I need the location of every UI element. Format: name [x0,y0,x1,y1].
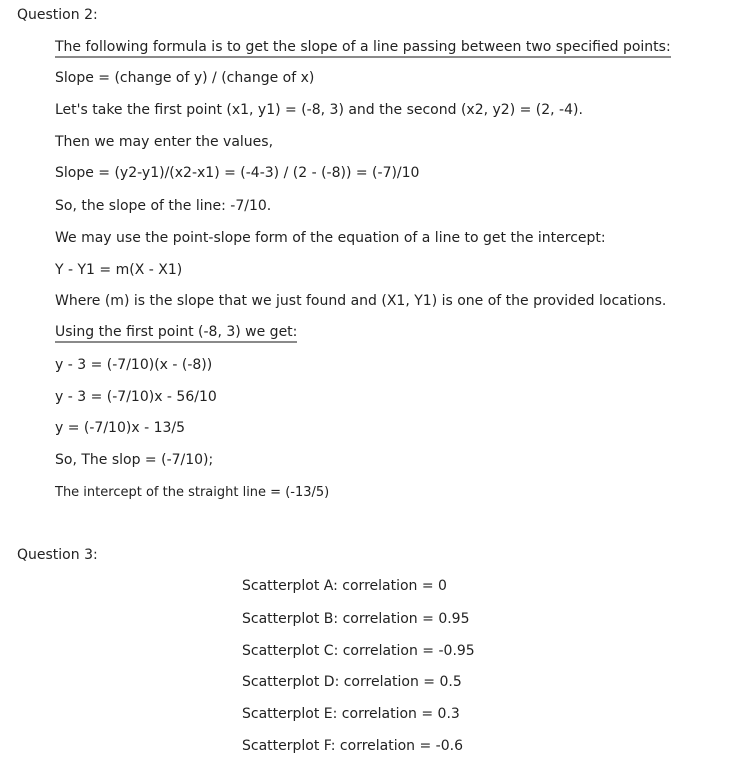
q2-line-using-first-point [55,323,297,341]
q2-line-formula-intro-text: The following formula is to get the slope of a line passing between two specified points: [55,39,671,58]
q2-line-intercept-conclusion: The intercept of the straight line = (-13/5) [55,485,330,500]
q2-line-step-3: y = (-7/10)x - 13/5 [55,420,186,436]
q3-scatterplot-b: Scatterplot B: correlation = 0.95 [242,611,470,627]
q2-line-slope-definition: Slope = (change of y) / (change of x) [55,70,315,86]
q3-scatterplot-c: Scatterplot C: correlation = -0.95 [242,643,475,659]
q2-line-slope-calc: Slope = (y2-y1)/(x2-x1) = (-4-3) / (2 - (-8)) = (-7)/10 [55,165,420,181]
q2-line-enter-values: Then we may enter the values, [55,134,274,150]
q2-line-points: Let's take the first point (x1, y1) = (-8, 3) and the second (x2, y2) = (2, -4). [55,102,583,118]
q2-line-step-1: y - 3 = (-7/10)(x - (-8)) [55,357,213,373]
q2-line-where-m: Where (m) is the slope that we just found and (X1, Y1) is one of the provided locations. [55,293,667,309]
question-3-heading: Question 3: [17,547,98,563]
question-2-heading: Question 2: [17,7,98,23]
q2-line-formula-intro [55,38,671,56]
q3-scatterplot-f: Scatterplot F: correlation = -0.6 [242,738,463,754]
q2-line-point-slope-form: Y - Y1 = m(X - X1) [55,262,183,278]
q2-line-slope-conclusion: So, The slop = (-7/10); [55,452,214,468]
q3-scatterplot-e: Scatterplot E: correlation = 0.3 [242,706,460,722]
q2-line-point-slope-intro: We may use the point-slope form of the equation of a line to get the intercept: [55,230,606,246]
q2-line-using-first-point-text: Using the first point (-8, 3) we get: [55,324,297,343]
q3-scatterplot-d: Scatterplot D: correlation = 0.5 [242,674,462,690]
q2-line-step-2: y - 3 = (-7/10)x - 56/10 [55,389,217,405]
q2-line-slope-result: So, the slope of the line: -7/10. [55,198,272,214]
q3-scatterplot-a: Scatterplot A: correlation = 0 [242,578,447,594]
